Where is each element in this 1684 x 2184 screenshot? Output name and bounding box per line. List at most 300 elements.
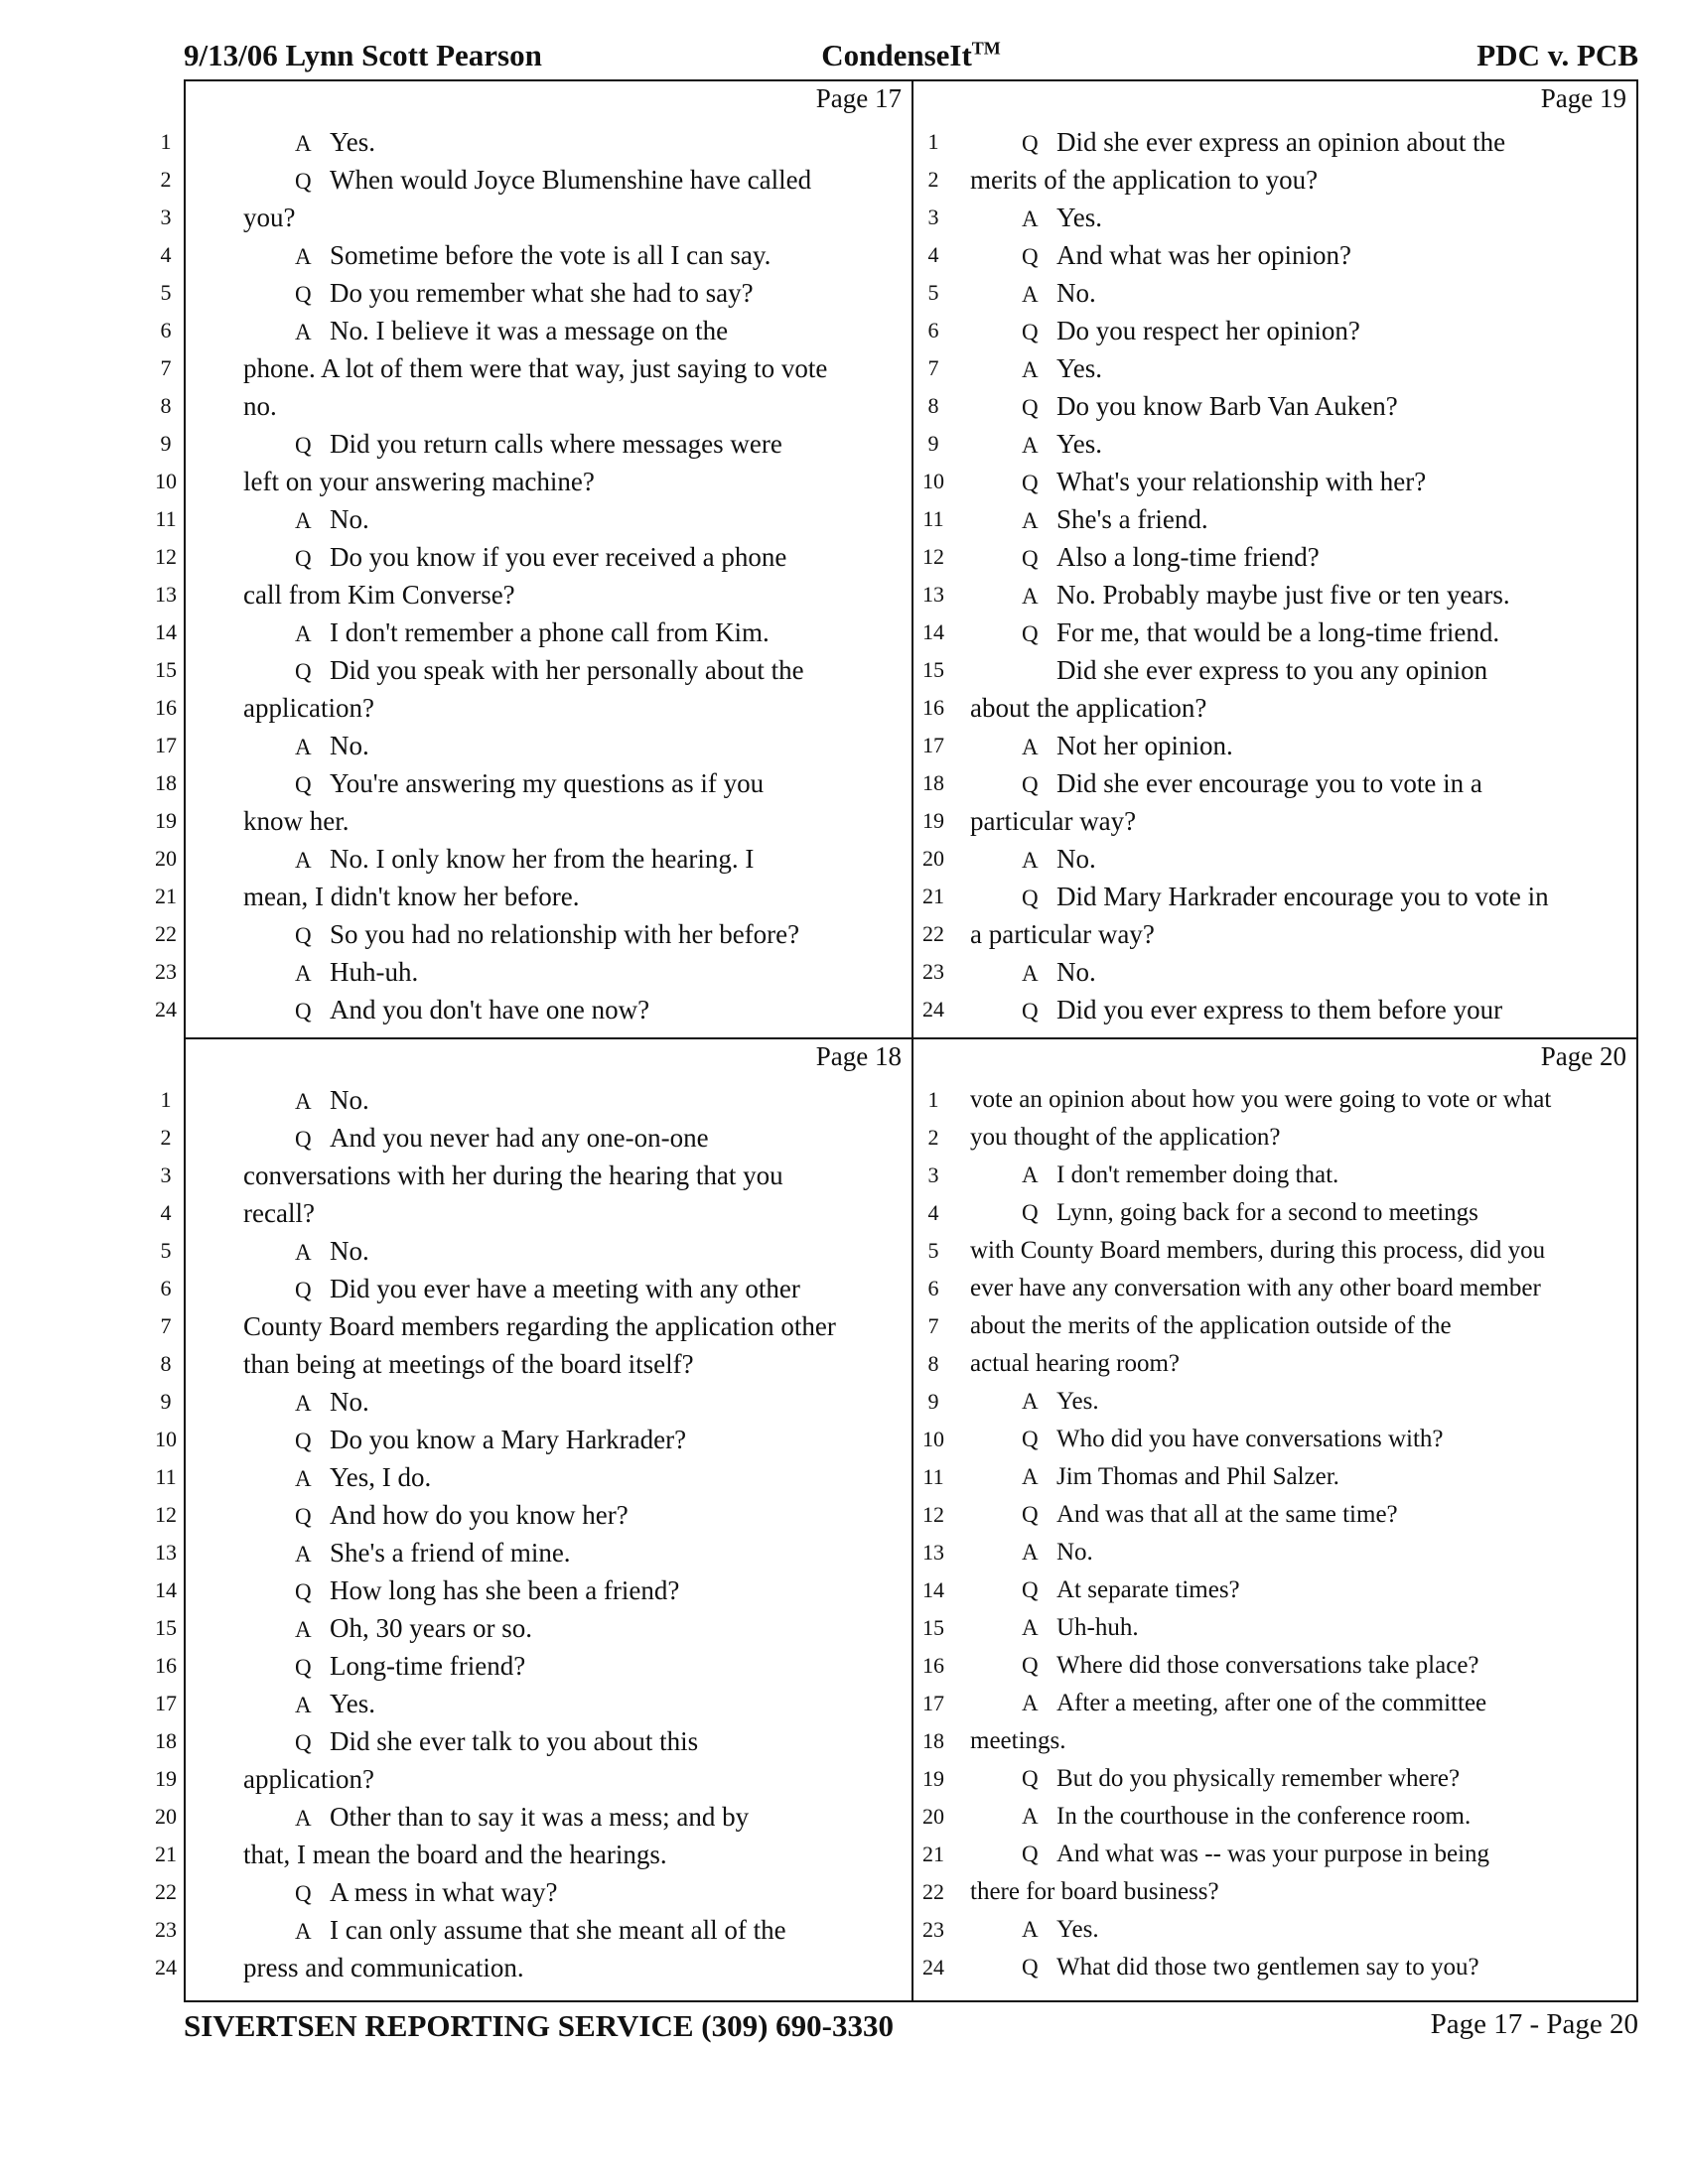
line-text bbox=[970, 953, 1096, 993]
line-text bbox=[970, 236, 1351, 276]
line-content: Yes. bbox=[1056, 353, 1103, 383]
speaker-marker: Q bbox=[295, 1278, 312, 1302]
transcript-page-17 bbox=[155, 81, 912, 1037]
line-content: vote an opinion about how you were going to vote or what bbox=[970, 1086, 1552, 1113]
transcript-line bbox=[913, 1496, 1636, 1534]
line-number: 15 bbox=[155, 1615, 177, 1640]
speaker-marker: A bbox=[295, 1466, 312, 1491]
line-text bbox=[970, 1949, 1479, 1986]
line-number: 3 bbox=[160, 1162, 172, 1187]
line-content: In the courthouse in the conference room. bbox=[1056, 1803, 1472, 1830]
line-content: with County Board members, during this process, did you bbox=[970, 1237, 1546, 1264]
transcript-line bbox=[160, 1270, 912, 1307]
line-number: 13 bbox=[922, 582, 944, 607]
transcript-line bbox=[913, 727, 1636, 764]
line-number: 16 bbox=[922, 1653, 944, 1678]
line-content: Did you speak with her personally about the bbox=[330, 655, 804, 685]
line-text bbox=[243, 123, 375, 163]
speaker-marker: A bbox=[1022, 1540, 1039, 1565]
line-text bbox=[970, 1496, 1398, 1534]
line-text bbox=[243, 840, 754, 880]
line-content: No. Probably maybe just five or ten years. bbox=[1056, 580, 1510, 610]
transcript-line bbox=[155, 915, 912, 953]
transcript-line bbox=[160, 425, 912, 463]
transcript-line bbox=[913, 1873, 1636, 1911]
speaker-marker: A bbox=[1022, 584, 1039, 609]
line-number: 1 bbox=[927, 1087, 939, 1112]
speaker-marker: Q bbox=[1022, 1766, 1039, 1791]
line-content: know her. bbox=[243, 806, 350, 836]
line-content: about the merits of the application outside of the bbox=[970, 1312, 1452, 1339]
speaker-marker: A bbox=[295, 735, 312, 759]
line-text bbox=[970, 123, 1505, 163]
line-content: For me, that would be a long-time friend. bbox=[1056, 617, 1500, 647]
line-content: Who did you have conversations with? bbox=[1056, 1426, 1444, 1452]
transcript-line bbox=[160, 1119, 912, 1157]
line-text bbox=[243, 878, 580, 915]
transcript-line bbox=[913, 1345, 1636, 1383]
speaker-marker: Q bbox=[1022, 1955, 1039, 1979]
line-number: 12 bbox=[922, 544, 944, 569]
speaker-marker: A bbox=[1022, 848, 1039, 873]
transcript-line bbox=[913, 1194, 1636, 1232]
line-number: 2 bbox=[160, 1125, 172, 1150]
transcript-page-20 bbox=[913, 1039, 1636, 2000]
line-number: 22 bbox=[922, 1879, 944, 1904]
line-number: 2 bbox=[160, 167, 172, 192]
line-content: She's a friend. bbox=[1056, 504, 1208, 534]
speaker-marker: Q bbox=[1022, 131, 1039, 156]
line-text bbox=[970, 1081, 1551, 1119]
line-content: Did she ever encourage you to vote in a bbox=[1056, 768, 1482, 798]
line-number: 3 bbox=[927, 1162, 939, 1187]
page-lines bbox=[155, 1081, 912, 1986]
transcript-line bbox=[913, 274, 1636, 312]
transcript-line bbox=[913, 1534, 1636, 1571]
line-number: 9 bbox=[927, 431, 939, 456]
speaker-marker: A bbox=[295, 1806, 312, 1831]
transcript-line bbox=[913, 1458, 1636, 1496]
speaker-marker: Q bbox=[295, 1429, 312, 1453]
transcript-line bbox=[155, 727, 912, 764]
line-number: 19 bbox=[155, 808, 177, 833]
line-text bbox=[970, 1194, 1478, 1232]
line-number: 20 bbox=[922, 846, 944, 871]
transcript-line bbox=[160, 1232, 912, 1270]
line-text bbox=[970, 274, 1096, 314]
speaker-marker: A bbox=[1022, 357, 1039, 382]
line-text bbox=[243, 500, 369, 540]
line-number: 17 bbox=[155, 733, 177, 757]
line-number: 22 bbox=[922, 921, 944, 946]
line-number: 4 bbox=[160, 1200, 172, 1225]
line-content: Yes. bbox=[330, 127, 376, 157]
transcript-line bbox=[913, 123, 1636, 161]
page-lines bbox=[913, 1081, 1636, 1986]
line-number: 5 bbox=[160, 280, 172, 305]
transcript-line bbox=[155, 1609, 912, 1647]
line-content: No. bbox=[330, 1387, 369, 1417]
line-content: What's your relationship with her? bbox=[1056, 467, 1427, 496]
transcript-line bbox=[913, 1081, 1636, 1119]
line-content: phone. A lot of them were that way, just saying to vote bbox=[243, 353, 828, 383]
line-content: I don't remember a phone call from Kim. bbox=[330, 617, 770, 647]
line-content: application? bbox=[243, 693, 374, 723]
line-content: Oh, 30 years or so. bbox=[330, 1613, 532, 1643]
line-text bbox=[970, 1534, 1093, 1571]
speaker-marker: Q bbox=[295, 1730, 312, 1755]
line-content: And you never had any one-on-one bbox=[330, 1123, 709, 1153]
speaker-marker: Q bbox=[295, 1655, 312, 1680]
transcript-line bbox=[913, 1647, 1636, 1685]
line-number: 19 bbox=[155, 1766, 177, 1791]
line-content: Yes. bbox=[1056, 1916, 1099, 1943]
line-content: Do you respect her opinion? bbox=[1056, 316, 1360, 345]
line-content: How long has she been a friend? bbox=[330, 1575, 680, 1605]
line-content: Yes. bbox=[330, 1689, 376, 1718]
line-text bbox=[243, 274, 754, 314]
line-text bbox=[970, 991, 1502, 1030]
line-number: 19 bbox=[922, 808, 944, 833]
line-number: 11 bbox=[922, 506, 944, 531]
line-number: 9 bbox=[160, 1389, 172, 1414]
line-content: a particular way? bbox=[970, 919, 1155, 949]
footer-reporter: SIVERTSEN REPORTING SERVICE (309) 690-3330 bbox=[184, 2008, 894, 2043]
line-number: 24 bbox=[155, 997, 177, 1022]
speaker-marker: Q bbox=[295, 659, 312, 684]
line-text bbox=[243, 1345, 694, 1383]
line-text bbox=[970, 312, 1360, 351]
transcript-line bbox=[913, 840, 1636, 878]
transcript-line bbox=[913, 312, 1636, 349]
page-label: Page 19 bbox=[1540, 83, 1626, 113]
line-number: 3 bbox=[160, 205, 172, 229]
speaker-marker: A bbox=[295, 1919, 312, 1944]
line-content: press and communication. bbox=[243, 1953, 524, 1982]
line-number: 17 bbox=[922, 733, 944, 757]
speaker-marker: A bbox=[1022, 1615, 1039, 1640]
transcript-line bbox=[913, 425, 1636, 463]
line-text bbox=[970, 727, 1233, 766]
line-text bbox=[970, 840, 1096, 880]
speaker-marker: A bbox=[295, 1617, 312, 1642]
transcript-line bbox=[160, 236, 912, 274]
line-text bbox=[970, 1571, 1240, 1609]
line-text bbox=[243, 1496, 629, 1536]
line-content: you thought of the application? bbox=[970, 1124, 1281, 1151]
line-text bbox=[243, 689, 374, 727]
line-text bbox=[970, 1421, 1444, 1458]
line-content: I don't remember doing that. bbox=[1056, 1161, 1339, 1188]
line-text bbox=[970, 689, 1206, 727]
transcript-line bbox=[160, 1307, 912, 1345]
speaker-marker: Q bbox=[295, 1127, 312, 1152]
line-number: 17 bbox=[922, 1691, 944, 1715]
transcript-line bbox=[155, 1685, 912, 1722]
transcript-page-18 bbox=[155, 1039, 912, 2000]
line-number: 24 bbox=[922, 997, 944, 1022]
line-content: mean, I didn't know her before. bbox=[243, 882, 580, 911]
header-product-name: CondenseIt bbox=[821, 38, 972, 72]
speaker-marker: Q bbox=[295, 772, 312, 797]
transcript-line bbox=[155, 1911, 912, 1949]
line-text bbox=[243, 387, 277, 425]
speaker-marker: Q bbox=[1022, 320, 1039, 344]
speaker-marker: A bbox=[1022, 1464, 1039, 1489]
line-content: you? bbox=[243, 203, 296, 232]
line-content: Did she ever talk to you about this bbox=[330, 1726, 699, 1756]
line-content: Jim Thomas and Phil Salzer. bbox=[1056, 1463, 1339, 1490]
transcript-line bbox=[160, 1345, 912, 1383]
line-text bbox=[970, 1270, 1541, 1307]
line-text bbox=[243, 1873, 557, 1913]
speaker-marker: A bbox=[295, 1693, 312, 1717]
speaker-marker: Q bbox=[295, 433, 312, 458]
line-content: No. bbox=[1056, 1539, 1093, 1566]
transcript-line bbox=[913, 199, 1636, 236]
line-content: merits of the application to you? bbox=[970, 165, 1319, 195]
line-number: 5 bbox=[927, 280, 939, 305]
line-number: 23 bbox=[922, 1917, 944, 1942]
transcript-line bbox=[160, 1383, 912, 1421]
transcript-line bbox=[913, 1798, 1636, 1836]
line-text bbox=[243, 953, 418, 993]
line-text bbox=[243, 312, 728, 351]
transcript-line bbox=[160, 123, 912, 161]
line-number: 11 bbox=[155, 506, 177, 531]
line-number: 21 bbox=[922, 1842, 944, 1866]
line-text bbox=[243, 1722, 698, 1762]
line-number: 11 bbox=[922, 1464, 944, 1489]
line-text bbox=[243, 576, 515, 614]
line-text bbox=[970, 387, 1398, 427]
line-text bbox=[243, 1647, 525, 1687]
line-content: ever have any conversation with any other board member bbox=[970, 1275, 1541, 1301]
line-number: 13 bbox=[155, 582, 177, 607]
speaker-marker: A bbox=[295, 320, 312, 344]
speaker-marker: Q bbox=[295, 1579, 312, 1604]
line-number: 11 bbox=[155, 1464, 177, 1489]
line-number: 12 bbox=[155, 544, 177, 569]
line-text bbox=[970, 1345, 1180, 1383]
line-number: 18 bbox=[922, 770, 944, 795]
line-number: 16 bbox=[922, 695, 944, 720]
speaker-marker: Q bbox=[1022, 1577, 1039, 1602]
line-text bbox=[243, 1609, 532, 1649]
line-number: 2 bbox=[927, 1125, 939, 1150]
line-content: And how do you know her? bbox=[330, 1500, 629, 1530]
transcript-line bbox=[913, 576, 1636, 614]
transcript-line bbox=[155, 1458, 912, 1496]
line-content: Did you return calls where messages were bbox=[330, 429, 782, 459]
speaker-marker: A bbox=[1022, 1917, 1039, 1942]
transcript-line bbox=[155, 878, 912, 915]
line-text bbox=[243, 199, 295, 236]
line-number: 14 bbox=[922, 1577, 944, 1602]
line-content: Did she ever express to you any opinion bbox=[1056, 655, 1488, 685]
line-content: Do you know if you ever received a phone bbox=[330, 542, 787, 572]
line-text bbox=[243, 1232, 369, 1272]
transcript-line bbox=[160, 312, 912, 349]
speaker-marker: A bbox=[1022, 1804, 1039, 1829]
line-text bbox=[243, 1949, 524, 1986]
transcript-line bbox=[913, 802, 1636, 840]
speaker-marker: Q bbox=[1022, 546, 1039, 571]
line-number: 20 bbox=[922, 1804, 944, 1829]
line-number: 13 bbox=[155, 1540, 177, 1565]
line-text bbox=[970, 1836, 1489, 1873]
line-text bbox=[970, 1157, 1338, 1194]
line-text bbox=[970, 1647, 1479, 1685]
line-text bbox=[243, 764, 764, 804]
speaker-marker: A bbox=[1022, 961, 1039, 986]
transcript-line bbox=[913, 1421, 1636, 1458]
line-number: 15 bbox=[922, 657, 944, 682]
line-text bbox=[243, 1836, 667, 1873]
line-content: left on your answering machine? bbox=[243, 467, 595, 496]
line-content: No. bbox=[330, 1236, 369, 1266]
line-content: After a meeting, after one of the committee bbox=[1056, 1690, 1487, 1716]
line-text bbox=[970, 1119, 1280, 1157]
page-footer bbox=[184, 2008, 1638, 2048]
line-number: 22 bbox=[155, 1879, 177, 1904]
line-number: 7 bbox=[160, 355, 172, 380]
transcript-line bbox=[155, 1836, 912, 1873]
line-content: No. bbox=[1056, 278, 1096, 308]
transcript-line bbox=[913, 1232, 1636, 1270]
transcript-line bbox=[155, 1647, 912, 1685]
speaker-marker: Q bbox=[1022, 471, 1039, 495]
transcript-line bbox=[913, 651, 1636, 689]
line-text bbox=[970, 1307, 1452, 1345]
line-text bbox=[970, 1685, 1486, 1722]
transcript-line bbox=[155, 576, 912, 614]
line-number: 23 bbox=[155, 959, 177, 984]
line-text bbox=[243, 1270, 800, 1309]
line-content: particular way? bbox=[970, 806, 1137, 836]
line-text bbox=[243, 1421, 686, 1460]
line-content: I can only assume that she meant all of the bbox=[330, 1915, 786, 1945]
transcript-line bbox=[913, 1270, 1636, 1307]
transcript-line bbox=[913, 1722, 1636, 1760]
line-content: conversations with her during the hearing that you bbox=[243, 1160, 783, 1190]
line-number: 22 bbox=[155, 921, 177, 946]
line-number: 21 bbox=[922, 884, 944, 908]
transcript-line bbox=[155, 651, 912, 689]
line-content: Uh-huh. bbox=[1056, 1614, 1139, 1641]
transcript-line bbox=[913, 1685, 1636, 1722]
transcript-line bbox=[913, 1836, 1636, 1873]
transcript-line bbox=[913, 1571, 1636, 1609]
line-number: 15 bbox=[922, 1615, 944, 1640]
line-content: Yes. bbox=[1056, 203, 1103, 232]
line-number: 16 bbox=[155, 1653, 177, 1678]
line-content: When would Joyce Blumenshine have called bbox=[330, 165, 812, 195]
line-content: there for board business? bbox=[970, 1878, 1219, 1905]
speaker-marker: A bbox=[295, 621, 312, 646]
line-text bbox=[970, 161, 1318, 199]
line-content: No. bbox=[330, 731, 369, 760]
trademark-mark: TM bbox=[971, 38, 1001, 59]
transcript-line bbox=[155, 500, 912, 538]
line-content: She's a friend of mine. bbox=[330, 1538, 571, 1568]
line-number: 5 bbox=[927, 1238, 939, 1263]
line-number: 21 bbox=[155, 1842, 177, 1866]
line-content: Other than to say it was a mess; and by bbox=[330, 1802, 750, 1832]
page-header bbox=[184, 38, 1638, 73]
speaker-marker: A bbox=[295, 961, 312, 986]
line-text bbox=[970, 538, 1320, 578]
line-number: 4 bbox=[927, 1200, 939, 1225]
speaker-marker: Q bbox=[1022, 1502, 1039, 1527]
line-text bbox=[970, 1798, 1471, 1836]
line-number: 4 bbox=[160, 242, 172, 267]
line-text bbox=[970, 199, 1102, 238]
speaker-marker: A bbox=[295, 1542, 312, 1567]
transcript-line bbox=[155, 953, 912, 991]
line-content: Also a long-time friend? bbox=[1056, 542, 1320, 572]
speaker-marker: Q bbox=[295, 169, 312, 194]
speaker-marker: A bbox=[295, 131, 312, 156]
line-content: Sometime before the vote is all I can say. bbox=[330, 240, 772, 270]
line-number: 6 bbox=[927, 1276, 939, 1300]
line-text bbox=[243, 802, 349, 840]
transcript-line bbox=[155, 1571, 912, 1609]
transcript-line bbox=[913, 538, 1636, 576]
line-text bbox=[243, 991, 649, 1030]
line-text bbox=[970, 425, 1102, 465]
line-content: than being at meetings of the board itself? bbox=[243, 1349, 694, 1379]
line-text bbox=[243, 1458, 431, 1498]
footer-page-range: Page 17 - Page 20 bbox=[1430, 2008, 1638, 2040]
speaker-marker: Q bbox=[1022, 1842, 1039, 1866]
transcript-line bbox=[913, 1119, 1636, 1157]
transcript-line bbox=[155, 1949, 912, 1986]
line-number: 24 bbox=[155, 1955, 177, 1979]
transcript-line bbox=[155, 1421, 912, 1458]
line-text bbox=[970, 915, 1155, 953]
speaker-marker: A bbox=[1022, 206, 1039, 231]
transcript-line bbox=[155, 840, 912, 878]
transcript-line bbox=[155, 1534, 912, 1571]
line-content: about the application? bbox=[970, 693, 1207, 723]
line-number: 14 bbox=[155, 619, 177, 644]
line-content: call from Kim Converse? bbox=[243, 580, 515, 610]
line-text bbox=[970, 576, 1510, 615]
line-content: So you had no relationship with her before? bbox=[330, 919, 800, 949]
line-content: And you don't have one now? bbox=[330, 995, 650, 1024]
speaker-marker: A bbox=[295, 1391, 312, 1416]
speaker-marker: Q bbox=[1022, 395, 1039, 420]
transcript-line bbox=[160, 161, 912, 199]
speaker-marker: Q bbox=[295, 546, 312, 571]
line-content: Where did those conversations take place? bbox=[1056, 1652, 1479, 1679]
line-text bbox=[243, 614, 770, 653]
line-number: 24 bbox=[922, 1955, 944, 1979]
line-number: 6 bbox=[160, 1276, 172, 1300]
line-content: And what was -- was your purpose in being bbox=[1056, 1841, 1490, 1867]
transcript-line bbox=[155, 538, 912, 576]
line-text bbox=[243, 349, 827, 387]
line-content: actual hearing room? bbox=[970, 1350, 1181, 1377]
line-text bbox=[243, 538, 786, 578]
line-text bbox=[970, 1722, 1066, 1760]
transcript-line bbox=[155, 1873, 912, 1911]
line-content: Long-time friend? bbox=[330, 1651, 526, 1681]
transcript-line bbox=[913, 1911, 1636, 1949]
line-content: At separate times? bbox=[1056, 1576, 1240, 1603]
line-number: 18 bbox=[155, 770, 177, 795]
